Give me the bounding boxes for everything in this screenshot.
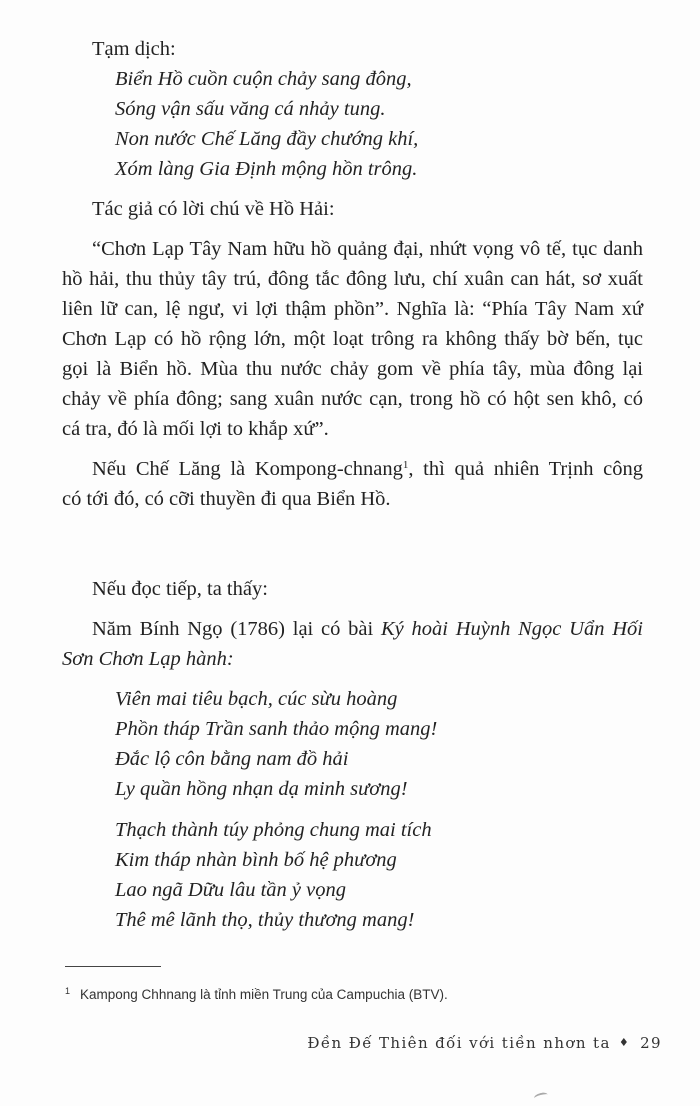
verse-line: Lao ngã Dữu lâu tần ỷ vọng bbox=[115, 879, 346, 901]
quote-line: cá tra, đó là mối lợi to khắp xứ”. bbox=[62, 418, 329, 440]
footnote-divider bbox=[65, 966, 161, 967]
running-title: Đền Đế Thiên đối với tiền nhơn ta bbox=[307, 1034, 611, 1052]
verse-line: Xóm làng Gia Định mộng hồn trông. bbox=[115, 158, 418, 180]
quote-line: “Chơn Lạp Tây Nam hữu hồ quảng đại, nhứt vọng vô tế, tục danh bbox=[92, 238, 643, 260]
quote-line: gọi là Biển hồ. Mùa thu nước chảy gom về phía tây, mùa đông lại bbox=[62, 358, 643, 380]
verse-line: Thê mê lãnh thọ, thủy thương mang! bbox=[115, 909, 415, 931]
diamond-bullet-icon: ♦ bbox=[618, 1036, 631, 1049]
verse-line: Viên mai tiêu bạch, cúc sừu hoàng bbox=[115, 688, 398, 710]
page-number: 29 bbox=[640, 1034, 662, 1052]
quote-line: Chơn Lạp có hồ rộng lớn, một loạt trông ra không thấy bờ bến, tục bbox=[62, 328, 643, 350]
poem-title: Sơn Chơn Lạp hành: bbox=[62, 648, 234, 670]
paragraph-text: Nếu Chế Lăng là Kompong-chnang bbox=[92, 458, 403, 480]
footnote bbox=[65, 986, 448, 1002]
quote-line: liên lữ can, lệ ngư, vi lợi thậm phồn”. Nghĩa là: “Phía Tây Nam xứ bbox=[62, 298, 643, 320]
poem-title: Ký hoài Huỳnh Ngọc Uẩn Hối bbox=[380, 618, 643, 640]
running-footer bbox=[307, 1034, 662, 1052]
paragraph-line bbox=[62, 644, 234, 674]
quote-line: chảy về phía đông; sang xuân nước cạn, trong hồ có hột sen khô, có bbox=[62, 388, 643, 410]
paragraph-line: Nếu đọc tiếp, ta thấy: bbox=[92, 578, 268, 600]
verse-line: Biển Hồ cuồn cuộn chảy sang đông, bbox=[115, 68, 412, 90]
paragraph-line: có tới đó, có cỡi thuyền đi qua Biển Hồ. bbox=[62, 488, 391, 510]
footnote-reference: 1 bbox=[402, 459, 409, 471]
verse-line: Thạch thành túy phỏng chung mai tích bbox=[115, 819, 432, 841]
paragraph-text: , thì quả nhiên Trịnh công bbox=[408, 458, 643, 480]
translation-intro: Tạm dịch: bbox=[92, 38, 176, 60]
footnote-mark: 1 bbox=[65, 986, 71, 996]
verse-line: Phồn tháp Trần sanh thảo mộng mang! bbox=[115, 718, 438, 740]
verse-line: Đắc lộ côn bằng nam đồ hải bbox=[115, 748, 349, 770]
footnote-text: Kampong Chhnang là tỉnh miền Trung của Campuchia (BTV). bbox=[80, 987, 448, 1002]
verse-line: Kim tháp nhàn bình bố hệ phương bbox=[115, 849, 397, 871]
paragraph-line bbox=[92, 614, 643, 644]
verse-line: Ly quần hồng nhạn dạ minh sương! bbox=[115, 778, 408, 800]
author-note-intro: Tác giả có lời chú về Hồ Hải: bbox=[92, 198, 335, 220]
paragraph-text: Năm Bính Ngọ (1786) lại có bài bbox=[92, 618, 381, 640]
quote-line: hồ hải, thu thủy tây trú, đông tắc đông lưu, chí xuân can hát, sơ xuất bbox=[62, 268, 643, 290]
page-curl-mark bbox=[533, 1091, 548, 1101]
paragraph-line bbox=[92, 454, 643, 484]
verse-line: Non nước Chế Lăng đầy chướng khí, bbox=[115, 128, 419, 150]
verse-line: Sóng vận sấu văng cá nhảy tung. bbox=[115, 98, 386, 120]
